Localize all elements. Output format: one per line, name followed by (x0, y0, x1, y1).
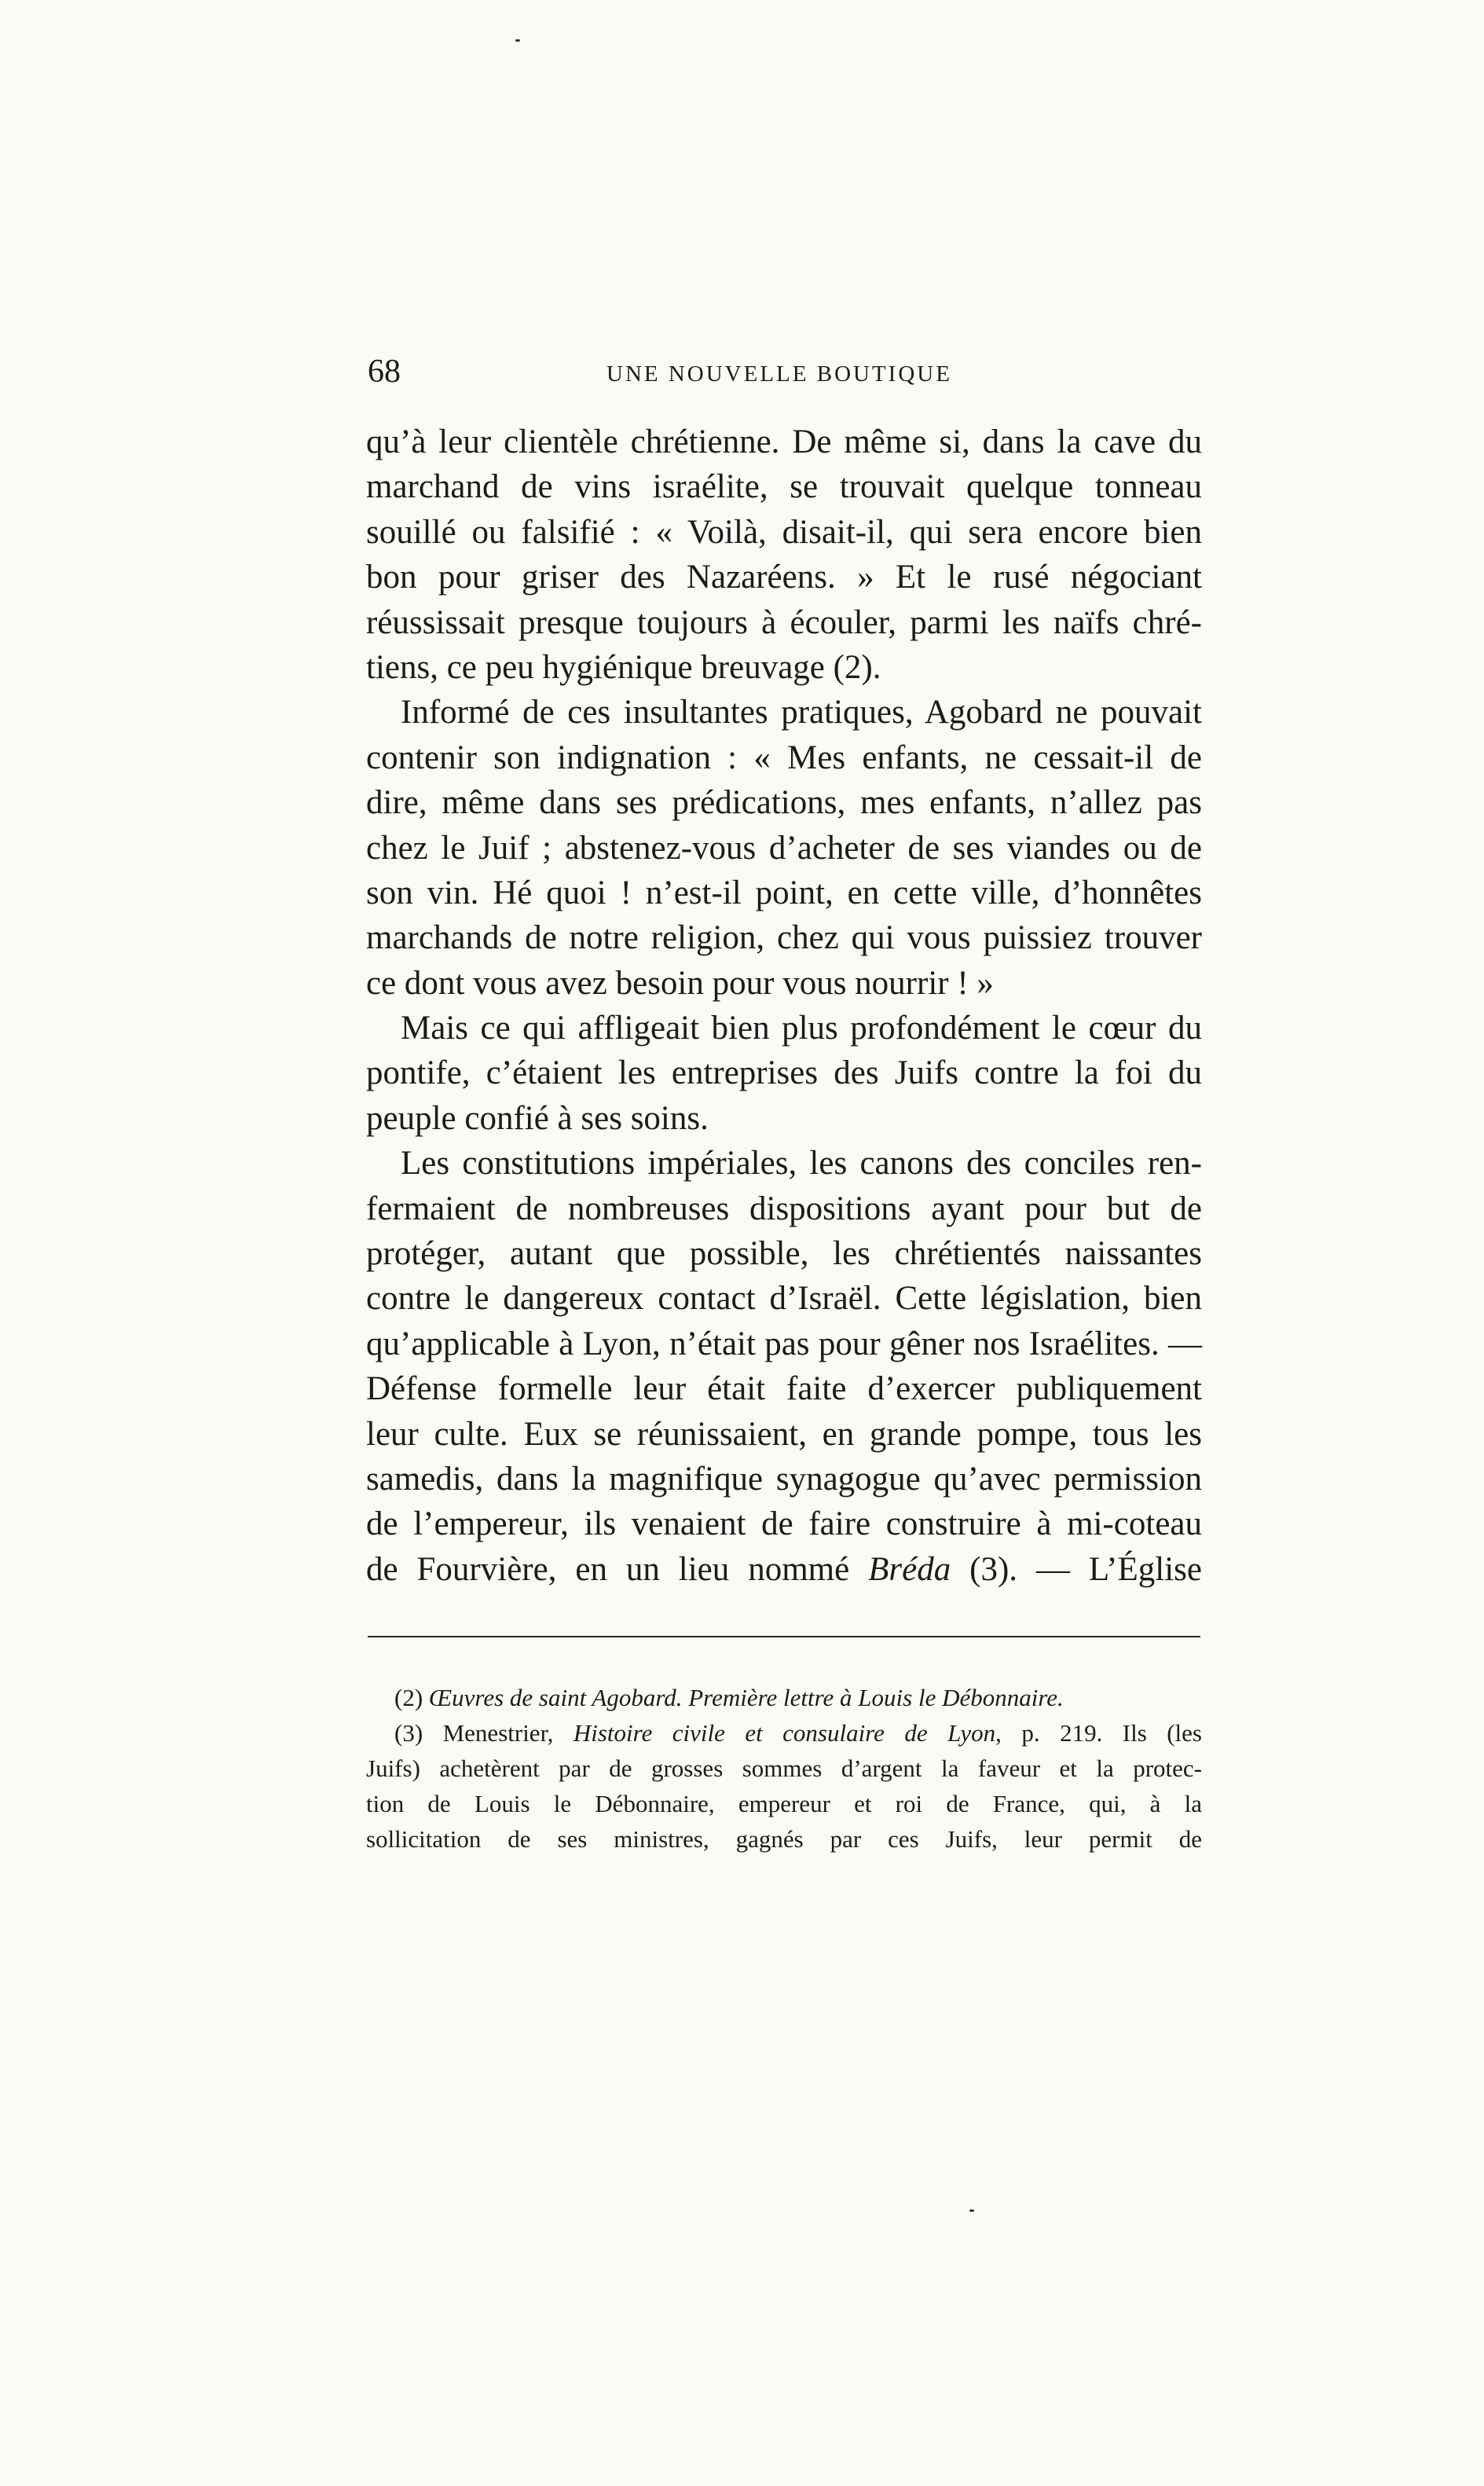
text-line: Défense formelle leur était faite d’exercer publiquement (366, 1370, 1202, 1408)
text-line: chez le Juif ; abstenez-vous d’acheter de ses viandes ou de (366, 829, 1202, 867)
text-line: peuple confié à ses soins. (366, 1099, 709, 1137)
text-line: ce dont vous avez besoin pour vous nourrir ! » (366, 964, 994, 1002)
footnote-line: tion de Louis le Débonnaire, empereur et roi de France, qui, à la (366, 1790, 1202, 1817)
text-line: marchands de notre religion, chez qui vous puissiez trouver (366, 919, 1202, 957)
text-line (366, 1547, 1202, 1592)
paragraph-3 (366, 1006, 1202, 1141)
text-line: Les constitutions impériales, les canons des conciles ren- (401, 1145, 1202, 1182)
text-line: pontife, c’étaient les entreprises des Juifs contre la foi du (366, 1054, 1202, 1092)
footnote-text: , p. 219. Ils (les (995, 1719, 1202, 1747)
footnote-line: sollicitation de ses ministres, gagnés par ces Juifs, leur permit de (366, 1825, 1202, 1853)
paragraph-2 (366, 690, 1202, 1006)
text-line: souillé ou falsifié : « Voilà, disait-il, qui sera encore bien (366, 513, 1202, 551)
text-line: Mais ce qui affligeait bien plus profondément le cœur du (401, 1010, 1202, 1047)
footnote-marker: (3) (394, 1719, 443, 1747)
ink-speck (515, 39, 520, 42)
text-line: leur culte. Eux se réunissaient, en grande pompe, tous les (366, 1415, 1202, 1453)
footnotes (366, 1680, 1202, 1857)
footnote-author: Menestrier, (442, 1719, 573, 1747)
text-line: protéger, autant que possible, les chrétientés naissantes (366, 1235, 1202, 1273)
main-text (366, 420, 1202, 1592)
page-number: 68 (368, 354, 401, 390)
footnote-book-title: Histoire civile et consulaire de Lyon (573, 1719, 996, 1747)
text-line: samedis, dans la magnifique synagogue qu’avec permission (366, 1460, 1202, 1498)
running-title: UNE NOUVELLE BOUTIQUE (606, 361, 952, 387)
footnote-line: Juifs) achetèrent par de grosses sommes d’argent la faveur et la protec- (366, 1754, 1202, 1782)
text-line: tiens, ce peu hygiénique breuvage (2). (366, 648, 881, 686)
footnote-3 (366, 1715, 1202, 1751)
paragraph-4 (366, 1141, 1202, 1592)
footnote-2 (366, 1680, 1202, 1715)
footnote-marker: (2) (394, 1684, 429, 1711)
text-line: dire, même dans ses prédications, mes enfants, n’allez pas (366, 784, 1202, 822)
text-line: réussissait presque toujours à écouler, parmi les naïfs chré- (366, 603, 1202, 641)
text-line: son vin. Hé quoi ! n’est-il point, en cette ville, d’honnêtes (366, 874, 1202, 911)
text-line: contenir son indignation : « Mes enfants, ne cessait-il de (366, 739, 1202, 776)
place-name-italic: Bréda (868, 1550, 951, 1588)
text-line: qu’applicable à Lyon, n’était pas pour gêner nos Israélites. — (366, 1325, 1202, 1362)
text-line: Informé de ces insultantes pratiques, Agobard ne pouvait (401, 694, 1202, 732)
text-line: qu’à leur clientèle chrétienne. De même si, dans la cave du (366, 424, 1202, 460)
footnote-separator (368, 1636, 1200, 1637)
text-line: contre le dangereux contact d’Israël. Cette législation, bien (366, 1280, 1202, 1318)
text-line: fermaient de nombreuses dispositions ayant pour but de (366, 1190, 1202, 1227)
text-line: marchand de vins israélite, se trouvait quelque tonneau (366, 468, 1202, 506)
footnote-text: Œuvres de saint Agobard. Première lettre à Louis le Débonnaire. (428, 1684, 1064, 1711)
text-line: de l’empereur, ils venaient de faire construire à mi-coteau (366, 1505, 1202, 1543)
paragraph-1 (366, 420, 1202, 690)
ink-speck (969, 2209, 974, 2212)
text-segment: (3). — L’Église (951, 1550, 1202, 1588)
text-line: bon pour griser des Nazaréens. » Et le rusé négociant (366, 559, 1202, 596)
text-segment: de Fourvière, en un lieu nommé (366, 1550, 869, 1588)
